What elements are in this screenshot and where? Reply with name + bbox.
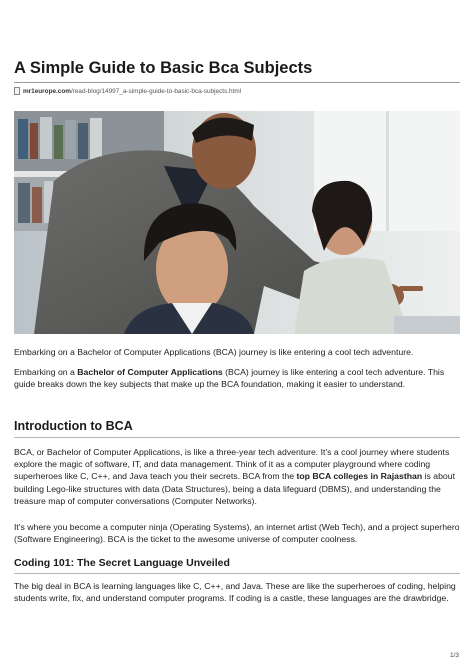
section-heading-coding: Coding 101: The Secret Language Unveiled	[14, 557, 230, 569]
bca-paragraph-1	[14, 446, 462, 507]
coding-paragraph: The big deal in BCA is learning languages like C, C++, and Java. These are like the superheroes of coding, helping students write, fix, and understand computer programs. If coding is a castle, these languages are the drawbridge.	[14, 581, 456, 604]
title-divider	[14, 82, 460, 83]
intro-text-a: Embarking on a	[14, 367, 78, 377]
source-path: /read-blog/14997_a-simple-guide-to-basic-bca-subjects.html	[70, 87, 242, 95]
intro-bold: Bachelor of Computer Applications	[77, 367, 223, 377]
page-title: A Simple Guide to Basic Bca Subjects	[14, 59, 313, 77]
intro-lead: Embarking on a Bachelor of Computer Applications (BCA) journey is like entering a cool tech adventure.	[14, 347, 414, 357]
bca-text-b: is about building Lego-like structures with data (Data Structures), being a data lifeguard (DBMS), and understanding the treasure map of computer conversations (Computer Networks).	[14, 471, 455, 506]
section-divider	[14, 437, 460, 438]
source-link[interactable]	[14, 86, 241, 96]
page-number: 1/3	[449, 652, 459, 659]
hero-image	[14, 111, 460, 334]
intro-paragraph	[14, 366, 462, 390]
source-domain: mr1europe.com	[23, 87, 71, 95]
document-icon	[14, 87, 20, 95]
section-heading-introduction: Introduction to BCA	[14, 419, 133, 433]
bca-text-a: BCA, or Bachelor of Computer Applications, is like a three-year tech adventure. It's a cool journey where students explore the magic of software, IT, and data management. Think of it as a computer playground where coding superheroes like C, C++, and Java teach you their secrets. BCA from the	[14, 447, 450, 482]
section-divider	[14, 573, 460, 574]
intro-text-b: (BCA) journey is like entering a cool tech adventure. This guide breaks down the key subjects that make up the BCA foundation, making it easier to understand.	[14, 367, 445, 390]
bca-colleges-link[interactable]: top BCA colleges in Rajasthan	[296, 471, 423, 482]
bca-paragraph-2: It's where you become a computer ninja (Operating Systems), an internet artist (Web Tech), and a project superhero (Software Engineering). BCA is the ticket to the awesome universe of computer coolness.	[14, 522, 460, 545]
